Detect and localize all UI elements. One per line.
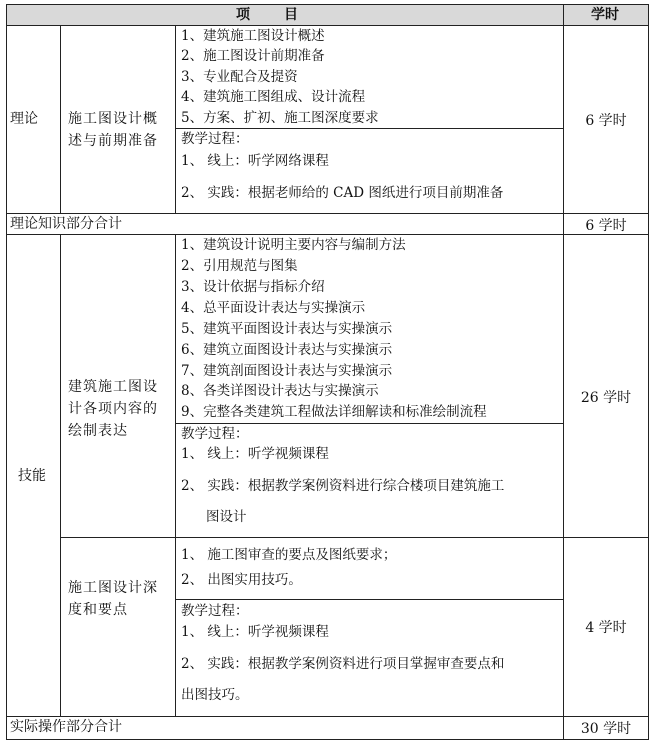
- theory-topic: 施工图设计概述与前期准备: [68, 111, 158, 149]
- list-item: 4、建筑施工图组成、设计流程: [181, 89, 366, 105]
- list-item: 图设计: [206, 509, 247, 525]
- list-item: 4、总平面设计表达与实操演示: [181, 300, 366, 316]
- list-item: 2、 实践：根据教学案例资料进行项目掌握审查要点和: [181, 656, 505, 672]
- skills-topic-2: 施工图设计深度和要点: [68, 580, 158, 618]
- list-item: 3、专业配合及提资: [181, 69, 298, 85]
- header-row: [7, 5, 648, 25]
- practice-subtotal-label: 实际操作部分合计: [10, 719, 122, 735]
- skills-hours-1: 26 学时: [580, 390, 632, 406]
- list-item: 5、方案、扩初、施工图深度要求: [181, 110, 379, 126]
- list-item: 3、设计依据与指标介绍: [181, 279, 325, 295]
- list-item: 1、 线上：听学视频课程: [181, 624, 329, 640]
- list-item: 2、 实践：根据教学案例资料进行综合楼项目建筑施工: [181, 478, 505, 494]
- header-project: 项 目: [236, 7, 300, 23]
- list-item: 2、 出图实用技巧。: [181, 572, 302, 588]
- list-item: 2、 实践：根据老师给的 CAD 图纸进行项目前期准备: [181, 185, 504, 201]
- header-hours: 学时: [591, 7, 619, 23]
- list-item: 1、建筑设计说明主要内容与编制方法: [181, 237, 406, 253]
- theory-category: 理论: [10, 111, 38, 127]
- list-item: 出图技巧。: [181, 687, 249, 703]
- list-item: 9、完整各类建筑工程做法详细解读和标准绘制流程: [181, 404, 487, 420]
- list-item: 7、建筑剖面图设计表达与实操演示: [181, 363, 393, 379]
- theory-subtotal-hours: 6 学时: [585, 218, 627, 234]
- list-item: 1、 线上：听学网络课程: [181, 153, 329, 169]
- list-item: 1、 线上：听学视频课程: [181, 446, 329, 462]
- practice-subtotal-hours: 30 学时: [580, 721, 632, 737]
- skills-topic-1: 建筑施工图设计各项内容的绘制表达: [68, 379, 158, 439]
- list-item: 5、建筑平面图设计表达与实操演示: [181, 321, 393, 337]
- skills-process-label-1: 教学过程：: [181, 426, 249, 442]
- theory-subtotal-label: 理论知识部分合计: [10, 216, 122, 232]
- skills-hours-2: 4 学时: [585, 620, 627, 636]
- theory-process-label: 教学过程：: [181, 131, 249, 147]
- theory-hours: 6 学时: [585, 113, 627, 129]
- list-item: 2、引用规范与图集: [181, 258, 298, 274]
- list-item: 1、 施工图审查的要点及图纸要求；: [181, 547, 397, 563]
- list-item: 8、各类详图设计表达与实操演示: [181, 383, 379, 399]
- list-item: 1、建筑施工图设计概述: [181, 28, 325, 44]
- skills-category: 技能: [18, 468, 46, 484]
- list-item: 6、建筑立面图设计表达与实操演示: [181, 342, 393, 358]
- list-item: 2、施工图设计前期准备: [181, 48, 325, 64]
- skills-process-label-2: 教学过程：: [181, 603, 249, 619]
